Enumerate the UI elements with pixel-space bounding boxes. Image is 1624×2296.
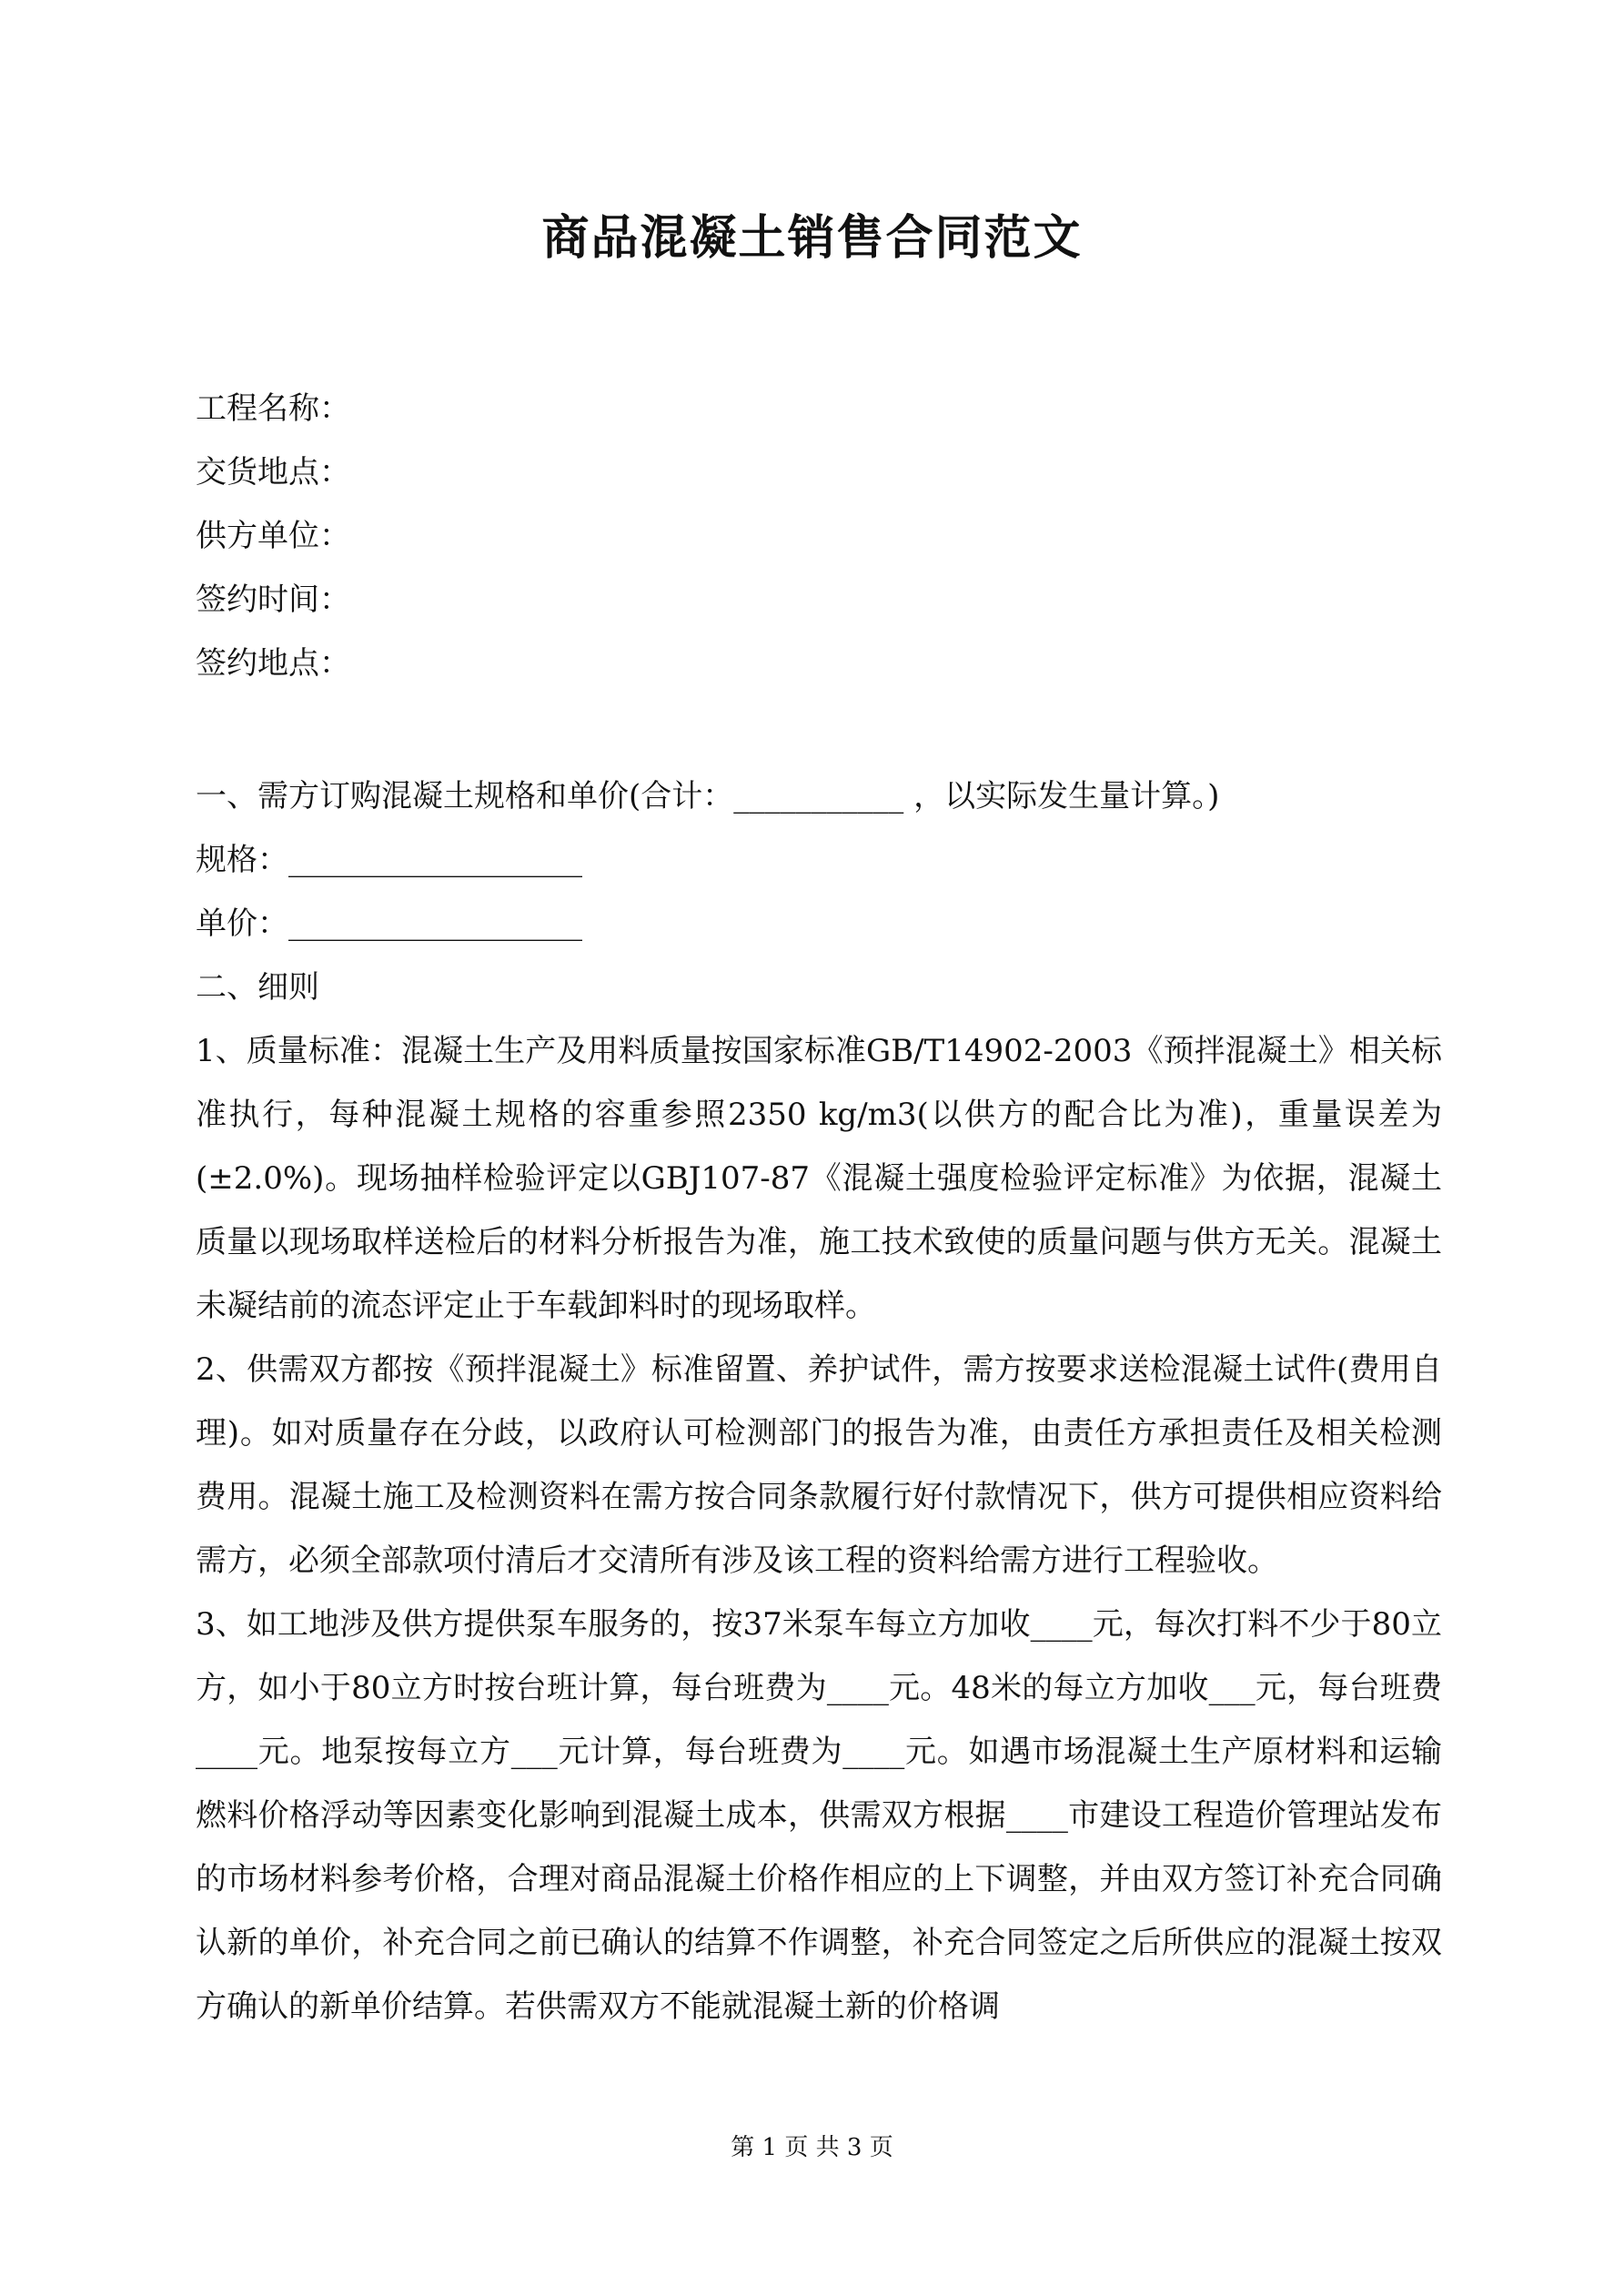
- project-info-block: [196, 377, 1442, 695]
- info-project-name: 工程名称：: [196, 390, 350, 427]
- clause-3-pump-pricing: 3、如工地涉及供方提供泵车服务的，按37米泵车每立方加收____元，每次打料不少于80立方，如小于80立方时按台班计算，每台班费为____元。48米的每立方加收___元，每台班费____元。地泵按每立方___元计算，每台班费为____元。如遇市场混凝土生产原材料和运输燃料价格浮动等因素变化影响到混凝土成本，供需双方根据____市建设工程造价管理站发布的市场材料参考价格，合理对商品混凝土价格作相应的上下调整，并由双方签订补充合同确认新的单价，补充合同之前已确认的结算不作调整，补充合同签定之后所供应的混凝土按双方确认的新单价结算。若供需双方不能就混凝土新的价格调: [196, 1606, 1442, 2025]
- section1-suffix: ，以实际发生量计算。): [913, 778, 1220, 814]
- price-label: 单价：: [196, 905, 288, 942]
- price-blank: ___________________: [288, 905, 582, 942]
- clause-1-quality: 1、质量标准：混凝土生产及用料质量按国家标准GB/T14902-2003《预拌混凝土》相关标准执行，每种混凝土规格的容重参照2350 kg/m3(以供方的配合比为准)，重量误差为(±2.0%)。现场抽样检验评定以GBJ107-87《混凝土强度检验评定标准》为依据，混凝土质量以现场取样送检后的材料分析报告为准，施工技术致使的质量问题与供方无关。混凝土未凝结前的流态评定止于车载卸料时的现场取样。: [196, 1033, 1442, 1324]
- info-signing-time: 签约时间：: [196, 582, 350, 618]
- spec-label: 规格：: [196, 842, 288, 878]
- section1-heading: [196, 764, 1442, 828]
- section2-heading: 二、细则: [196, 969, 319, 1006]
- page-footer: 第 1 页 共 3 页: [731, 2134, 893, 2161]
- info-signing-location: 签约地点：: [196, 645, 350, 682]
- spec-line: [196, 828, 1442, 892]
- price-line: [196, 892, 1442, 956]
- spec-blank: ___________________: [288, 842, 582, 878]
- section1-total-blank: ___________: [733, 778, 904, 814]
- document-title: 商品混凝土销售合同范文: [541, 210, 1083, 266]
- info-delivery-location: 交货地点：: [196, 454, 350, 491]
- section1-prefix: 一、需方订购混凝土规格和单价(合计：: [196, 778, 734, 814]
- clause-2-testing: 2、供需双方都按《预拌混凝土》标准留置、养护试件，需方按要求送检混凝土试件(费用自理)。如对质量存在分歧，以政府认可检测部门的报告为准，由责任方承担责任及相关检测费用。混凝土施工及检测资料在需方按合同条款履行好付款情况下，供方可提供相应资料给需方，必须全部款项付清后才交清所有涉及该工程的资料给需方进行工程验收。: [196, 1351, 1442, 1579]
- info-supplier: 供方单位：: [196, 518, 350, 554]
- contract-body: [196, 764, 1442, 2038]
